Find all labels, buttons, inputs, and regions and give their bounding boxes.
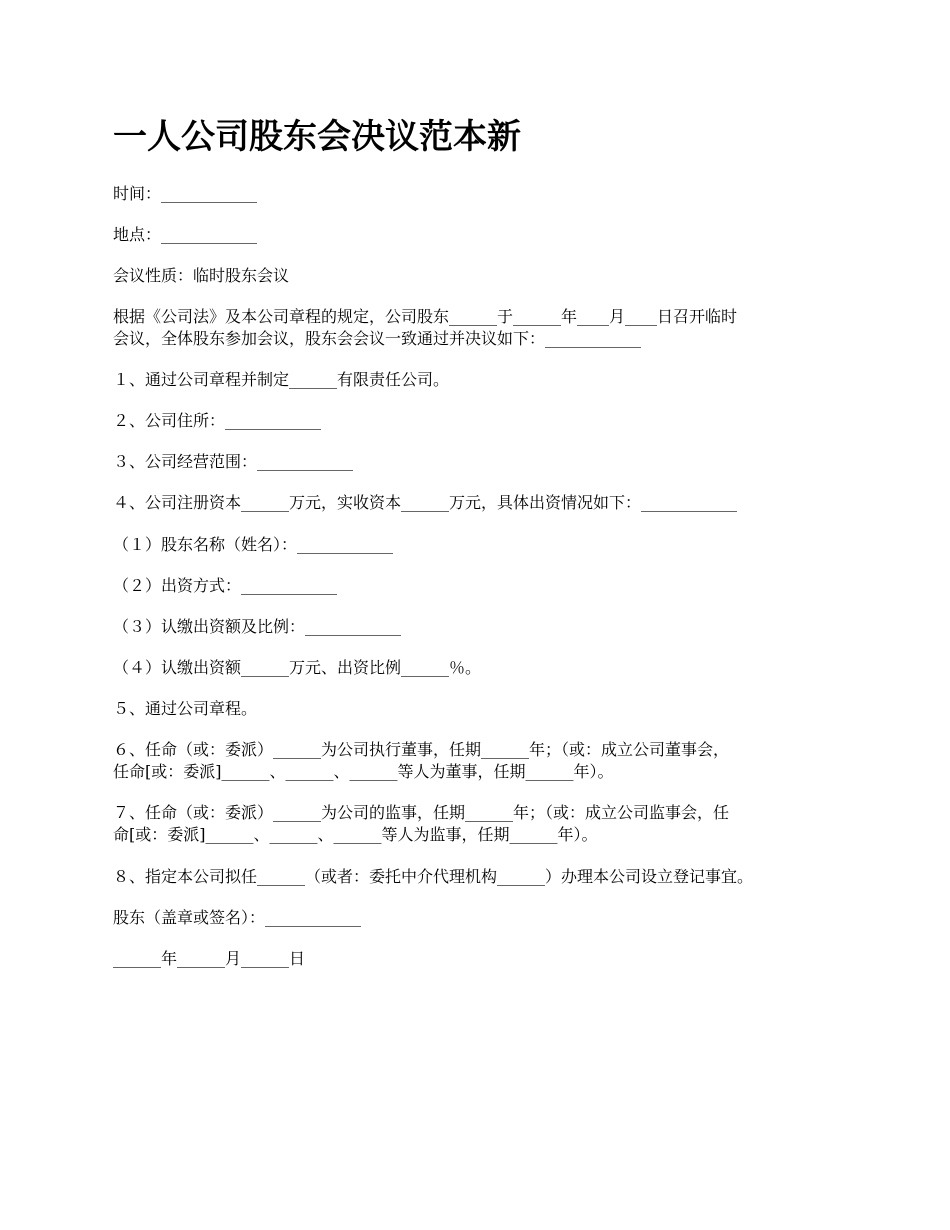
document-title: 一人公司股东会决议范本新 [113, 117, 521, 157]
contribution-sub-item-2: （２）出资方式：____________ [113, 576, 338, 595]
meeting-nature-line: 会议性质：临时股东会议 [113, 266, 290, 285]
resolution-item-8: ８、指定本公司拟任______（或者：委托中介代理机构______）办理本公司设立登记事宜。 [113, 867, 754, 886]
intro-line-1: 根据《公司法》及本公司章程的规定，公司股东______于______年____月____日召开临时 [113, 307, 738, 326]
time-line: 时间：____________ [113, 184, 258, 203]
intro-line-2: 会议，全体股东参加会议，股东会会议一致通过并决议如下：____________ [113, 329, 642, 348]
resolution-item-2: ２、公司住所：____________ [113, 411, 322, 430]
resolution-item-6-line-1: ６、任命（或：委派）______为公司执行董事，任期______年；（或：成立公司董事会， [113, 740, 730, 759]
place-line: 地点：____________ [113, 225, 258, 244]
resolution-item-7-line-2: 命[或：委派]______、______、______等人为监事，任期______年）。 [113, 825, 598, 844]
contribution-sub-item-3: （３）认缴出资额及比例：____________ [113, 617, 402, 636]
resolution-item-7-line-1: ７、任命（或：委派）______为公司的监事，任期______年；（或：成立公司监事会，任 [113, 803, 730, 822]
shareholder-signature-line: 股东（盖章或签名）：____________ [113, 908, 362, 927]
signature-date-line: ______年______月______日 [113, 949, 306, 968]
contribution-sub-item-1: （１）股东名称（姓名）：____________ [113, 535, 394, 554]
resolution-item-3: ３、公司经营范围：____________ [113, 452, 354, 471]
resolution-item-4: ４、公司注册资本______万元，实收资本______万元，具体出资情况如下：____________ [113, 493, 738, 512]
resolution-item-5: ５、通过公司章程。 [113, 699, 258, 718]
resolution-item-6-line-2: 任命[或：委派]______、______、______等人为董事，任期______年）。 [113, 762, 614, 781]
contribution-sub-item-4: （４）认缴出资额______万元、出资比例______％。 [113, 658, 482, 677]
resolution-item-1: １、通过公司章程并制定______有限责任公司。 [113, 370, 450, 389]
